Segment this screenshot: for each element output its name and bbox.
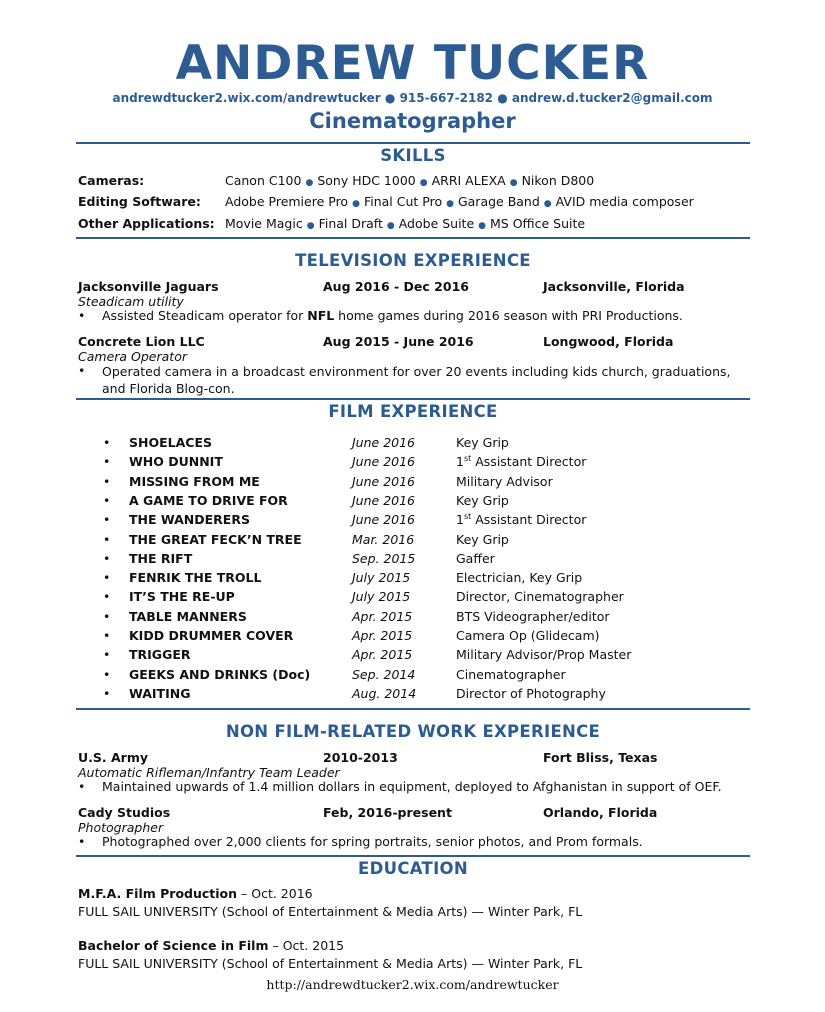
film-role: Director, Cinematographer	[456, 589, 624, 604]
film-date: Mar. 2016	[352, 532, 415, 547]
skill-item: MS Office Suite	[490, 216, 586, 231]
job-bullet: Assisted Steadicam operator for NFL home games during 2016 season with PRI Productions.	[102, 308, 683, 323]
nonfilm-heading: NON FILM-RELATED WORK EXPERIENCE	[225, 722, 601, 741]
film-title: IT’S THE RE-UP	[129, 589, 235, 604]
separator-dot: ●	[306, 221, 315, 231]
skill-label: Editing Software:	[78, 194, 201, 209]
film-title: KIDD DRUMMER COVER	[129, 628, 294, 643]
section-divider	[76, 142, 750, 144]
degree-line: Bachelor of Science in Film – Oct. 2015	[78, 938, 345, 953]
job-company: Cady Studios	[78, 805, 171, 820]
skill-item: Movie Magic	[225, 216, 303, 231]
contact-line	[0, 90, 825, 106]
film-title: WHO DUNNIT	[129, 454, 223, 469]
film-role: Director of Photography	[456, 686, 606, 701]
skill-item: AVID media composer	[555, 194, 694, 209]
skill-item: Nikon D800	[521, 173, 595, 188]
film-role: Electrician, Key Grip	[456, 570, 583, 585]
film-date: Apr. 2015	[352, 647, 413, 662]
film-role: Military Advisor	[456, 474, 553, 489]
job-bullet: Photographed over 2,000 clients for spring portraits, senior photos, and Prom formals.	[102, 834, 643, 849]
film-date: June 2016	[352, 512, 416, 527]
film-title: TABLE MANNERS	[129, 609, 247, 624]
film-title: A GAME TO DRIVE FOR	[129, 493, 288, 508]
section-divider	[76, 855, 750, 857]
film-title: MISSING FROM ME	[129, 474, 260, 489]
skill-item: Canon C100	[225, 173, 302, 188]
film-title: THE WANDERERS	[129, 512, 250, 527]
skill-item: Sony HDC 1000	[317, 173, 416, 188]
bullet-marker: •	[103, 609, 111, 624]
separator-dot: ●	[509, 178, 518, 188]
separator-dot: ●	[419, 178, 428, 188]
bullet-marker: •	[103, 667, 111, 682]
job-bullet: Maintained upwards of 1.4 million dollars in equipment, deployed to Afghanistan in support of OEF.	[102, 779, 722, 794]
bullet-marker: •	[103, 454, 111, 469]
film-role: Cinematographer	[456, 667, 566, 682]
skill-item: Garage Band	[457, 194, 540, 209]
email-link[interactable]: andrew.d.tucker2@gmail.com	[511, 91, 713, 105]
film-heading: FILM EXPERIENCE	[328, 402, 498, 421]
film-role: Key Grip	[456, 435, 509, 450]
separator-dot: ●	[478, 221, 487, 231]
job-title: Cinematographer	[309, 109, 516, 133]
film-title: THE RIFT	[129, 551, 193, 566]
film-title: GEEKS AND DRINKS (Doc)	[129, 667, 311, 682]
school-line: FULL SAIL UNIVERSITY (School of Entertainment & Media Arts) — Winter Park, FL	[78, 904, 583, 919]
job-location: Fort Bliss, Texas	[543, 750, 658, 765]
bullet-marker: •	[103, 551, 111, 566]
job-company: Jacksonville Jaguars	[78, 279, 219, 294]
job-company: U.S. Army	[78, 750, 149, 765]
separator-dot: ●	[497, 91, 508, 105]
film-date: July 2015	[352, 589, 411, 604]
section-divider	[76, 237, 750, 239]
job-dates: Feb, 2016-present	[323, 805, 452, 820]
skill-item: Adobe Premiere Pro	[225, 194, 349, 209]
bullet-marker: •	[103, 532, 111, 547]
section-divider	[76, 708, 750, 710]
degree-line: M.F.A. Film Production – Oct. 2016	[78, 886, 313, 901]
bullet-marker: •	[78, 779, 86, 794]
film-title: FENRIK THE TROLL	[129, 570, 262, 585]
film-date: June 2016	[352, 493, 416, 508]
job-location: Jacksonville, Florida	[543, 279, 685, 294]
film-date: Sep. 2014	[352, 667, 416, 682]
job-role: Automatic Rifleman/Infantry Team Leader	[78, 765, 340, 780]
film-date: July 2015	[352, 570, 411, 585]
job-location: Longwood, Florida	[543, 334, 674, 349]
skill-item: Final Draft	[318, 216, 383, 231]
job-dates: Aug 2016 - Dec 2016	[323, 279, 469, 294]
skill-items	[225, 215, 585, 235]
bullet-marker: •	[78, 834, 86, 849]
bullet-marker: •	[103, 570, 111, 585]
film-role: Key Grip	[456, 493, 509, 508]
education-heading: EDUCATION	[358, 859, 468, 878]
job-role: Photographer	[78, 820, 164, 835]
section-divider	[76, 398, 750, 400]
skills-heading: SKILLS	[380, 146, 446, 165]
separator-dot: ●	[384, 91, 396, 105]
film-title: TRIGGER	[129, 647, 191, 662]
job-dates: Aug 2015 - June 2016	[323, 334, 474, 349]
skill-item: ARRI ALEXA	[431, 173, 506, 188]
footer-url[interactable]: http://andrewdtucker2.wix.com/andrewtucker	[266, 977, 559, 992]
film-role: Camera Op (Glidecam)	[456, 628, 600, 643]
separator-dot: ●	[446, 199, 454, 209]
phone-number: 915-667-2182	[399, 91, 494, 105]
film-role: 1st Assistant Director	[456, 453, 587, 469]
film-role: Gaffer	[456, 551, 495, 566]
bullet-marker: •	[103, 474, 111, 489]
job-location: Orlando, Florida	[543, 805, 658, 820]
job-dates: 2010-2013	[323, 750, 398, 765]
website-link[interactable]: andrewdtucker2.wix.com/andrewtucker	[112, 91, 381, 105]
film-title: WAITING	[129, 686, 191, 701]
film-role: 1st Assistant Director	[456, 511, 587, 527]
film-title: SHOELACES	[129, 435, 212, 450]
film-date: Sep. 2015	[352, 551, 416, 566]
film-date: Aug. 2014	[352, 686, 417, 701]
separator-dot: ●	[352, 199, 360, 209]
film-date: Apr. 2015	[352, 609, 413, 624]
skill-items	[225, 193, 694, 213]
television-heading: TELEVISION EXPERIENCE	[295, 251, 531, 270]
skill-label: Cameras:	[78, 173, 145, 188]
film-date: Apr. 2015	[352, 628, 413, 643]
skill-item: Adobe Suite	[398, 216, 475, 231]
film-role: Key Grip	[456, 532, 509, 547]
skill-label: Other Applications:	[78, 216, 215, 231]
bullet-marker: •	[78, 308, 86, 323]
bullet-marker: •	[103, 647, 111, 662]
film-date: June 2016	[352, 454, 416, 469]
film-date: June 2016	[352, 435, 416, 450]
bullet-marker: •	[78, 363, 86, 378]
separator-dot: ●	[386, 221, 395, 231]
job-role: Camera Operator	[78, 349, 187, 364]
job-company: Concrete Lion LLC	[78, 334, 205, 349]
film-role: Military Advisor/Prop Master	[456, 647, 632, 662]
school-line: FULL SAIL UNIVERSITY (School of Entertainment & Media Arts) — Winter Park, FL	[78, 956, 583, 971]
bullet-marker: •	[103, 493, 111, 508]
bullet-marker: •	[103, 435, 111, 450]
skill-item: Final Cut Pro	[363, 194, 443, 209]
job-role: Steadicam utility	[78, 294, 184, 309]
film-role: BTS Videographer/editor	[456, 609, 610, 624]
separator-dot: ●	[543, 199, 552, 209]
bullet-marker: •	[103, 512, 111, 527]
job-bullet: Operated camera in a broadcast environment for over 20 events including kids church, graduations, and Florida Blog-con.	[102, 364, 731, 396]
skill-items	[225, 172, 594, 192]
bullet-marker: •	[103, 686, 111, 701]
bullet-marker: •	[103, 628, 111, 643]
bullet-marker: •	[103, 589, 111, 604]
separator-dot: ●	[305, 178, 314, 188]
film-date: June 2016	[352, 474, 416, 489]
film-title: THE GREAT FECK’N TREE	[129, 532, 302, 547]
candidate-name: ANDREW TUCKER	[175, 36, 650, 91]
